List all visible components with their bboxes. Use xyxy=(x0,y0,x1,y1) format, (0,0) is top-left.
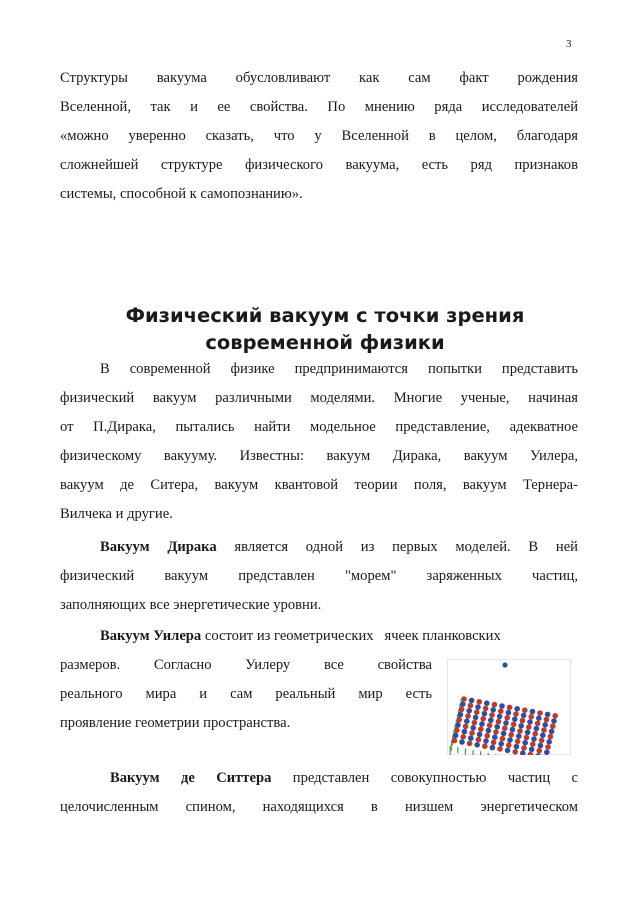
particle xyxy=(536,748,542,754)
desitter-paragraph xyxy=(60,764,578,822)
particle xyxy=(464,718,470,724)
heading-line: Физический вакуум с точки зрения xyxy=(125,304,525,327)
particle xyxy=(506,710,512,716)
particle xyxy=(516,733,522,739)
particle xyxy=(526,724,532,730)
particle xyxy=(520,718,526,724)
text-line: вакуум де Ситера, вакуум квантовой теории поля, вакуум Тернера- xyxy=(60,477,578,493)
particle xyxy=(510,727,516,733)
particle xyxy=(469,698,475,704)
particle xyxy=(515,739,521,745)
particle xyxy=(460,701,466,707)
text-line: проявление геометрии пространства. xyxy=(60,715,291,731)
particle xyxy=(492,702,498,708)
particle xyxy=(472,720,478,726)
particle xyxy=(540,732,546,738)
text-line: системы, способной к самопознанию». xyxy=(60,186,303,202)
particle xyxy=(517,728,523,734)
particle xyxy=(502,725,508,731)
particle xyxy=(541,727,547,733)
particle xyxy=(521,713,527,719)
lattice-svg xyxy=(447,659,571,755)
particle xyxy=(512,749,518,755)
wheeler-line1-rest: состоит из геометрических ячеек планковских xyxy=(201,628,501,644)
particle xyxy=(550,723,556,729)
particle xyxy=(511,722,517,728)
particle xyxy=(490,707,496,713)
particle xyxy=(544,717,550,723)
particle xyxy=(527,719,533,725)
particle xyxy=(499,703,505,709)
particle xyxy=(528,714,534,720)
text-line xyxy=(60,764,578,793)
particle xyxy=(491,740,497,746)
particle xyxy=(476,737,482,743)
particle xyxy=(494,724,500,730)
text-line: физический вакуум различными моделями. Многие ученые, начиная xyxy=(60,390,578,406)
particle xyxy=(452,738,458,744)
particle xyxy=(461,696,467,702)
particle xyxy=(529,747,535,753)
particle xyxy=(490,745,496,751)
particle xyxy=(453,733,459,739)
particle xyxy=(536,715,542,721)
particle xyxy=(522,740,528,746)
particle xyxy=(501,731,507,737)
text-line: физическому вакууму. Известны: вакуум Дирака, вакуум Уилера, xyxy=(60,448,578,464)
particle xyxy=(468,703,474,709)
particle xyxy=(539,738,545,744)
particle xyxy=(458,712,464,718)
particle xyxy=(486,728,492,734)
floating-particle xyxy=(502,662,507,667)
particle xyxy=(478,726,484,732)
particle xyxy=(530,741,536,747)
particle xyxy=(474,742,480,748)
particle xyxy=(467,741,473,747)
particle xyxy=(484,700,490,706)
particle xyxy=(538,743,544,749)
particle xyxy=(507,737,513,743)
particle xyxy=(535,721,541,727)
particle xyxy=(525,730,531,736)
particle xyxy=(454,727,460,733)
text-line: реального мира и сам реальный мир есть xyxy=(60,686,432,702)
particle xyxy=(542,722,548,728)
particle xyxy=(487,723,493,729)
particle xyxy=(474,709,480,715)
particle xyxy=(475,704,481,710)
particle xyxy=(549,729,555,735)
particle xyxy=(468,735,474,741)
desitter-line1-rest: представлен совокупностью частиц с xyxy=(271,770,578,786)
models-paragraph xyxy=(60,355,578,529)
particle xyxy=(552,713,558,719)
particle xyxy=(463,724,469,730)
text-line: Вилчека и другие. xyxy=(60,506,173,522)
text-line: «можно уверенно сказать, что у Вселенной в целом, благодаря xyxy=(60,128,578,144)
text-line: размеров. Согласно Уилеру все свойства xyxy=(60,657,432,673)
page-number: 3 xyxy=(566,38,572,50)
particle xyxy=(483,738,489,744)
particle xyxy=(505,748,511,754)
particle xyxy=(480,716,486,722)
particle xyxy=(466,708,472,714)
vacuum-lattice-illustration xyxy=(447,659,571,755)
particle xyxy=(493,729,499,735)
particle xyxy=(492,734,498,740)
particle xyxy=(507,705,513,711)
particle xyxy=(521,745,527,751)
particle xyxy=(497,714,503,720)
particle xyxy=(456,717,462,723)
particle xyxy=(484,733,490,739)
particle xyxy=(477,732,483,738)
particle xyxy=(488,717,494,723)
particle xyxy=(531,736,537,742)
particle xyxy=(482,711,488,717)
particle xyxy=(545,744,551,750)
particle xyxy=(545,712,551,718)
particle xyxy=(537,710,543,716)
particle xyxy=(483,706,489,712)
particle xyxy=(462,729,468,735)
particle xyxy=(455,722,461,728)
particle xyxy=(465,713,471,719)
particle xyxy=(498,708,504,714)
particle xyxy=(514,706,520,712)
desitter-term: Вакуум де Ситтера xyxy=(110,770,272,786)
particle xyxy=(512,716,518,722)
particle xyxy=(469,730,475,736)
dirac-term: Вакуум Дирака xyxy=(100,539,217,555)
particle xyxy=(534,726,540,732)
particle xyxy=(551,718,557,724)
particle xyxy=(459,739,465,745)
particle xyxy=(508,732,514,738)
section-heading xyxy=(60,302,590,356)
particle xyxy=(496,719,502,725)
particle xyxy=(506,742,512,748)
particle xyxy=(548,734,554,740)
text-line xyxy=(60,622,578,651)
text-line: заполняющих все энергетические уровни. xyxy=(60,597,322,613)
text-line: сложнейшей структуре физического вакуума, есть ряд признаков xyxy=(60,157,578,173)
particle xyxy=(503,720,509,726)
wheeler-term: Вакуум Уилера xyxy=(100,628,202,644)
particle xyxy=(530,709,536,715)
text-line: целочисленным спином, находящихся в низшем энергетическом xyxy=(60,799,578,815)
particle xyxy=(482,743,488,749)
particle xyxy=(500,736,506,742)
particle xyxy=(460,734,466,740)
dirac-paragraph xyxy=(60,533,578,620)
particle xyxy=(476,699,482,705)
particle xyxy=(544,749,550,755)
particle xyxy=(498,741,504,747)
particle xyxy=(518,723,524,729)
text-line: Вселенной, так и ее свойства. По мнению ряда исследователей xyxy=(60,99,578,115)
particle xyxy=(513,711,519,717)
particle xyxy=(459,707,465,713)
text-line: В современной физике предпринимаются попытки представить xyxy=(100,361,578,377)
text-line: физический вакуум представлен "морем" заряженных частиц, xyxy=(60,568,578,584)
particle xyxy=(489,712,495,718)
text-line xyxy=(60,533,578,562)
intro-paragraph xyxy=(60,64,578,209)
particle xyxy=(524,735,530,741)
particle xyxy=(532,731,538,737)
particle xyxy=(504,715,510,721)
particle xyxy=(497,746,503,752)
particle xyxy=(470,725,476,731)
text-line: Структуры вакуума обусловливают как сам факт рождения xyxy=(60,70,578,86)
text-line: от П.Дирака, пытались найти модельное представление, адекватное xyxy=(60,419,578,435)
dirac-line1-rest: является одной из первых моделей. В ней xyxy=(216,539,578,555)
particle xyxy=(546,739,552,745)
particle xyxy=(514,744,520,750)
particle xyxy=(522,707,528,713)
heading-line: современной физики xyxy=(205,331,445,354)
particle xyxy=(479,721,485,727)
particle xyxy=(473,715,479,721)
